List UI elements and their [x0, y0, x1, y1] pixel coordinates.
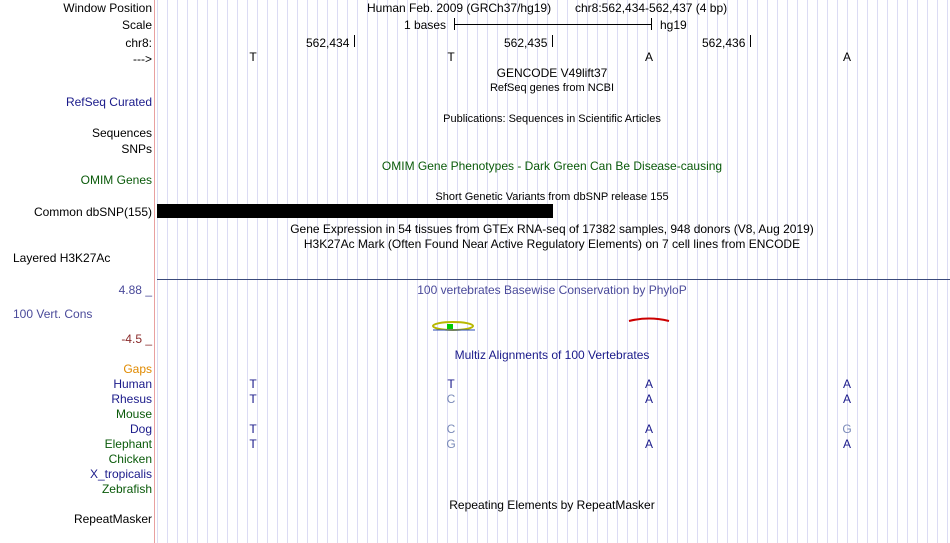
species-base-mismatch: C — [446, 392, 456, 406]
scale-text: 1 bases — [404, 18, 447, 32]
cons-min-label: -4.5 _ — [121, 332, 152, 346]
species-base: T — [249, 377, 257, 391]
species-base: A — [644, 377, 653, 391]
cons-graph — [157, 312, 950, 336]
grid-line — [427, 0, 428, 543]
coord-3: 562,436 — [702, 36, 746, 50]
species-base: A — [842, 392, 851, 406]
ref-base-3: A — [644, 50, 653, 64]
species-base: T — [249, 422, 257, 436]
grid-line — [657, 0, 658, 543]
species-label-mouse[interactable]: Mouse — [115, 407, 152, 421]
species-label-chicken[interactable]: Chicken — [108, 452, 152, 466]
grid-line — [257, 0, 258, 543]
multiz-track-title[interactable]: Multiz Alignments of 100 Vertebrates — [454, 348, 650, 362]
species-label-elephant[interactable]: Elephant — [104, 437, 152, 451]
species-label-rhesus[interactable]: Rhesus — [111, 392, 152, 406]
species-base-mismatch: G — [446, 437, 456, 451]
omim-track-title[interactable]: OMIM Gene Phenotypes - Dark Green Can Be Disease-causing — [381, 159, 723, 173]
species-base: A — [842, 377, 851, 391]
coord-1-tick — [354, 35, 355, 47]
gaps-track-label[interactable]: Gaps — [123, 362, 152, 376]
grid-line — [317, 0, 318, 543]
species-label-zebrafish[interactable]: Zebrafish — [101, 482, 152, 496]
grid-line — [797, 0, 798, 543]
grid-line — [227, 0, 228, 543]
strand-arrow-label[interactable]: ---> — [133, 52, 152, 66]
sequences-track-label[interactable]: Sequences — [91, 126, 152, 140]
grid-line — [247, 0, 248, 543]
gencode-track-title[interactable]: GENCODE V49lift37 — [496, 66, 608, 80]
h3k27-track-label[interactable]: Layered H3K27Ac — [13, 251, 111, 265]
grid-line — [347, 0, 348, 543]
grid-line — [817, 0, 818, 543]
dbsnp-variant-bar[interactable] — [157, 204, 553, 218]
window-position-label: Window Position — [63, 1, 152, 15]
grid-line — [787, 0, 788, 543]
cons-track-title[interactable]: 100 vertebrates Basewise Conservation by PhyloP — [417, 283, 687, 297]
cons-max-label: 4.88 _ — [118, 283, 152, 297]
species-label-human[interactable]: Human — [113, 377, 152, 391]
species-base-mismatch: C — [446, 422, 456, 436]
chrom-label: chr8: — [125, 36, 152, 50]
grid-line — [757, 0, 758, 543]
species-label-x-tropicalis[interactable]: X_tropicalis — [89, 467, 152, 481]
grid-line — [327, 0, 328, 543]
grid-line — [397, 0, 398, 543]
grid-line — [847, 0, 848, 543]
grid-line — [867, 0, 868, 543]
scale-label: Scale — [121, 18, 152, 32]
grid-line — [857, 0, 858, 543]
grid-line — [377, 0, 378, 543]
grid-line — [407, 0, 408, 543]
h3k27-baseline — [157, 279, 950, 280]
scale-bar-left-tick — [454, 18, 455, 30]
grid-line — [297, 0, 298, 543]
grid-line — [167, 0, 168, 543]
left-border — [154, 0, 155, 543]
grid-line — [177, 0, 178, 543]
grid-line — [887, 0, 888, 543]
grid-line — [747, 0, 748, 543]
grid-line — [437, 0, 438, 543]
grid-line — [367, 0, 368, 543]
grid-line — [417, 0, 418, 543]
repeat-track-label[interactable]: RepeatMasker — [73, 512, 152, 526]
grid-line — [207, 0, 208, 543]
grid-line — [807, 0, 808, 543]
species-base: T — [249, 437, 257, 451]
grid-line — [767, 0, 768, 543]
refseq-track-label[interactable]: RefSeq Curated — [65, 95, 152, 109]
grid-line — [267, 0, 268, 543]
grid-line — [157, 0, 158, 543]
grid-line — [277, 0, 278, 543]
species-base: A — [644, 392, 653, 406]
grid-line — [907, 0, 908, 543]
grid-line — [947, 0, 948, 543]
grid-line — [897, 0, 898, 543]
scale-bar — [454, 24, 652, 25]
snps-track-label[interactable]: SNPs — [121, 142, 152, 156]
grid-line — [307, 0, 308, 543]
coord-1: 562,434 — [306, 36, 350, 50]
grid-line — [667, 0, 668, 543]
coord-2: 562,435 — [504, 36, 548, 50]
ref-base-4: A — [842, 50, 851, 64]
grid-line — [687, 0, 688, 543]
species-base: A — [644, 437, 653, 451]
pubs-track-title[interactable]: Publications: Sequences in Scientific Articles — [443, 113, 661, 125]
species-base-mismatch: G — [842, 422, 852, 436]
h3k27-track-title[interactable]: H3K27Ac Mark (Often Found Near Active Regulatory Elements) on 7 cell lines from ENCODE — [303, 237, 801, 251]
grid-line — [287, 0, 288, 543]
gtex-track-title[interactable]: Gene Expression in 54 tissues from GTEx RNA-seq of 17382 samples, 948 donors (V8, Aug 2019) — [290, 222, 814, 236]
dbsnp-track-title[interactable]: Short Genetic Variants from dbSNP release 155 — [435, 191, 669, 203]
grid-line — [387, 0, 388, 543]
position-text: chr8:562,434-562,437 (4 bp) — [575, 1, 728, 15]
grid-line — [917, 0, 918, 543]
grid-line — [237, 0, 238, 543]
grid-line — [677, 0, 678, 543]
scale-bar-right-tick — [651, 18, 652, 30]
species-base: T — [447, 377, 455, 391]
grid-line — [707, 0, 708, 543]
assembly-name: Human Feb. 2009 (GRCh37/hg19) — [367, 1, 552, 15]
scale-db: hg19 — [660, 18, 687, 32]
grid-line — [217, 0, 218, 543]
grid-line — [737, 0, 738, 543]
grid-line — [697, 0, 698, 543]
grid-line — [447, 0, 448, 543]
grid-line — [717, 0, 718, 543]
species-base: A — [842, 437, 851, 451]
ref-base-2: T — [447, 50, 455, 64]
species-base: A — [644, 422, 653, 436]
refseq-track-title[interactable]: RefSeq genes from NCBI — [489, 82, 615, 94]
grid-line — [937, 0, 938, 543]
ref-base-1: T — [249, 50, 257, 64]
coord-3-tick — [750, 35, 751, 47]
grid-line — [357, 0, 358, 543]
grid-line — [927, 0, 928, 543]
dbsnp-track-label[interactable]: Common dbSNP(155) — [33, 205, 152, 219]
grid-line — [337, 0, 338, 543]
repeat-track-title[interactable]: Repeating Elements by RepeatMasker — [449, 498, 655, 512]
species-base: T — [249, 392, 257, 406]
grid-line — [187, 0, 188, 543]
omim-track-label[interactable]: OMIM Genes — [80, 173, 152, 187]
cons-track-label[interactable]: 100 Vert. Cons — [13, 307, 93, 321]
coord-2-tick — [552, 35, 553, 47]
grid-line — [877, 0, 878, 543]
grid-line — [777, 0, 778, 543]
grid-line — [827, 0, 828, 543]
grid-line — [837, 0, 838, 543]
grid-line — [197, 0, 198, 543]
species-label-dog[interactable]: Dog — [129, 422, 152, 436]
grid-line — [727, 0, 728, 543]
